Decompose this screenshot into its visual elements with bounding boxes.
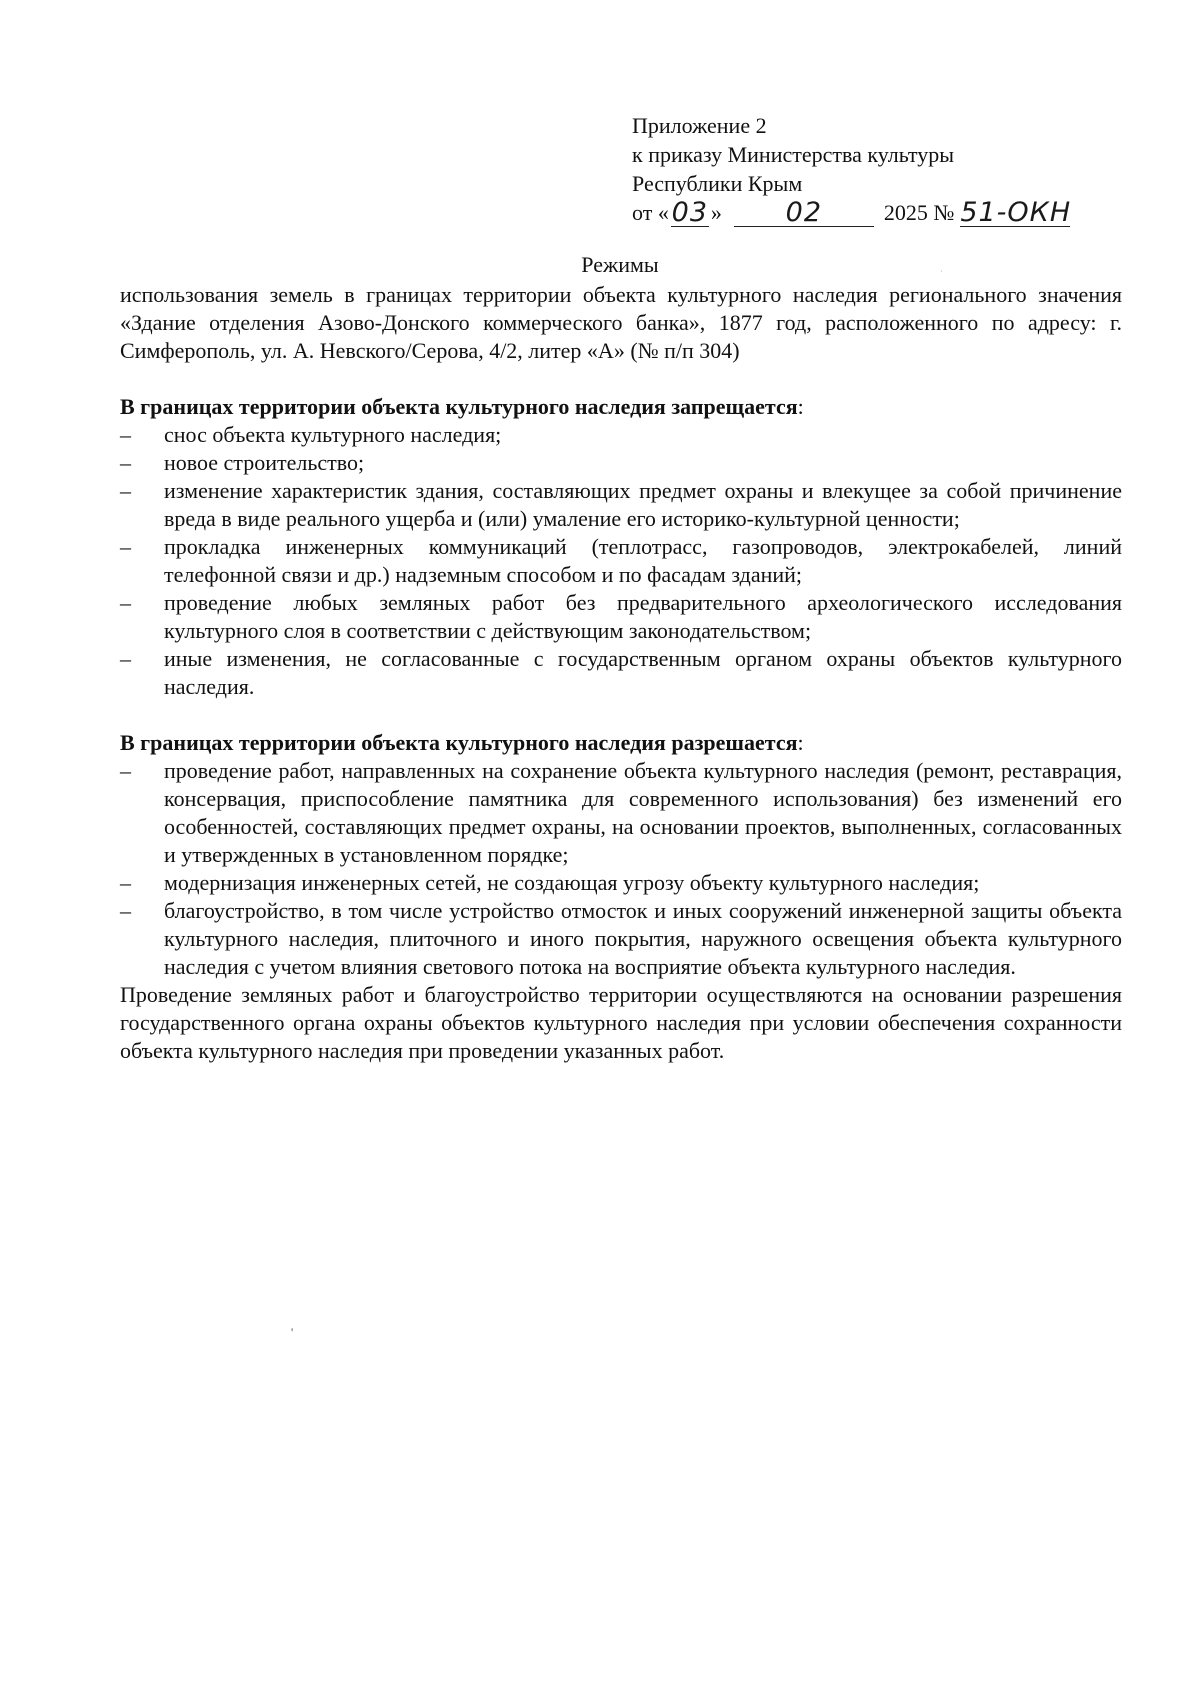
appendix-header bbox=[632, 112, 1112, 227]
allowed-list bbox=[120, 757, 1122, 981]
bullet-dash: – bbox=[120, 758, 131, 783]
list-item-text: изменение характеристик здания, составляющих предмет охраны и влекущее за собой причинение вреда в виде реального ущерба и (или) умаление его историко-культурной ценности; bbox=[164, 478, 1122, 531]
order-reference: к приказу Министерства культуры bbox=[632, 142, 955, 167]
list-item bbox=[120, 645, 1122, 701]
list-item bbox=[120, 897, 1122, 981]
prohibited-heading bbox=[120, 393, 1122, 421]
allowed-heading-colon: : bbox=[797, 730, 804, 755]
bullet-dash: – bbox=[120, 534, 131, 559]
list-item-text: модернизация инженерных сетей, не создающая угрозу объекту культурного наследия; bbox=[164, 870, 980, 895]
closing-paragraph: Проведение земляных работ и благоустройство территории осуществляются на основании разрешения государственного органа охраны объектов культурного наследия при условии обеспечения сохранности объекта культурного наследия при проведении указанных работ. bbox=[120, 982, 1122, 1063]
bullet-dash: – bbox=[120, 478, 131, 503]
list-item bbox=[120, 421, 1122, 449]
list-item-text: снос объекта культурного наследия; bbox=[164, 422, 502, 447]
document-title: Режимы bbox=[581, 252, 659, 277]
scan-speck: ' bbox=[291, 1325, 294, 1339]
bullet-dash: – bbox=[120, 870, 131, 895]
prohibited-heading-text: В границах территории объекта культурного наследия запрещается bbox=[120, 394, 798, 419]
year-and-number-label: 2025 № bbox=[883, 200, 955, 225]
bullet-dash: – bbox=[120, 646, 131, 671]
list-item bbox=[120, 757, 1122, 869]
date-prefix: от « bbox=[632, 200, 669, 225]
list-item bbox=[120, 449, 1122, 477]
republic-name: Республики Крым bbox=[632, 171, 803, 196]
allowed-heading-text: В границах территории объекта культурного наследия разрешается bbox=[120, 730, 798, 755]
bullet-dash: – bbox=[120, 898, 131, 923]
list-item-text: иные изменения, не согласованные с государственным органом охраны объектов культурного наследия. bbox=[164, 646, 1122, 699]
date-mid: » bbox=[710, 200, 722, 225]
list-item-text: проведение любых земляных работ без предварительного археологического исследования культурного слоя в соответствии с действующим законодательством; bbox=[164, 590, 1122, 643]
list-item bbox=[120, 477, 1122, 533]
scan-speck: · bbox=[940, 267, 943, 276]
list-item bbox=[120, 533, 1122, 589]
bullet-dash: – bbox=[120, 422, 131, 447]
list-item-text: новое строительство; bbox=[164, 450, 365, 475]
intro-paragraph: использования земель в границах территории объекта культурного наследия регионального значения «Здание отделения Азово-Донского коммерческого банка», 1877 год, расположенного по адресу: г. Симферополь, ул. А. Невского/Серова, 4/2, литер «А» (№ п/п 304) bbox=[120, 282, 1122, 363]
handwritten-day: 03 bbox=[671, 197, 708, 228]
allowed-heading bbox=[120, 729, 1122, 757]
document-body bbox=[120, 281, 1122, 1065]
handwritten-month: 02 bbox=[734, 200, 874, 227]
list-item bbox=[120, 589, 1122, 645]
list-item-text: благоустройство, в том числе устройство отмосток и иных сооружений инженерной защиты объекта культурного наследия, плиточного и иного покрытия, наружного освещения объекта культурного наследия с учетом влияния светового потока на восприятие объекта культурного наследия. bbox=[164, 898, 1122, 979]
bullet-dash: – bbox=[120, 590, 131, 615]
prohibited-list bbox=[120, 421, 1122, 701]
list-item-text: прокладка инженерных коммуникаций (теплотрасс, газопроводов, электрокабелей, линий телефонной связи и др.) надземным способом и по фасадам зданий; bbox=[164, 534, 1122, 587]
prohibited-heading-colon: : bbox=[797, 394, 804, 419]
handwritten-order-number: 51-ОКН bbox=[960, 197, 1072, 228]
order-date-line bbox=[632, 199, 1112, 227]
bullet-dash: – bbox=[120, 450, 131, 475]
list-item-text: проведение работ, направленных на сохранение объекта культурного наследия (ремонт, реставрация, консервация, приспособление памятника для современного использования) без изменений его особенностей, составляющих предмет охраны, на основании проектов, выполненных, согласованных и утвержденных в установленном порядке; bbox=[164, 758, 1122, 867]
list-item bbox=[120, 869, 1122, 897]
appendix-label: Приложение 2 bbox=[632, 113, 767, 138]
